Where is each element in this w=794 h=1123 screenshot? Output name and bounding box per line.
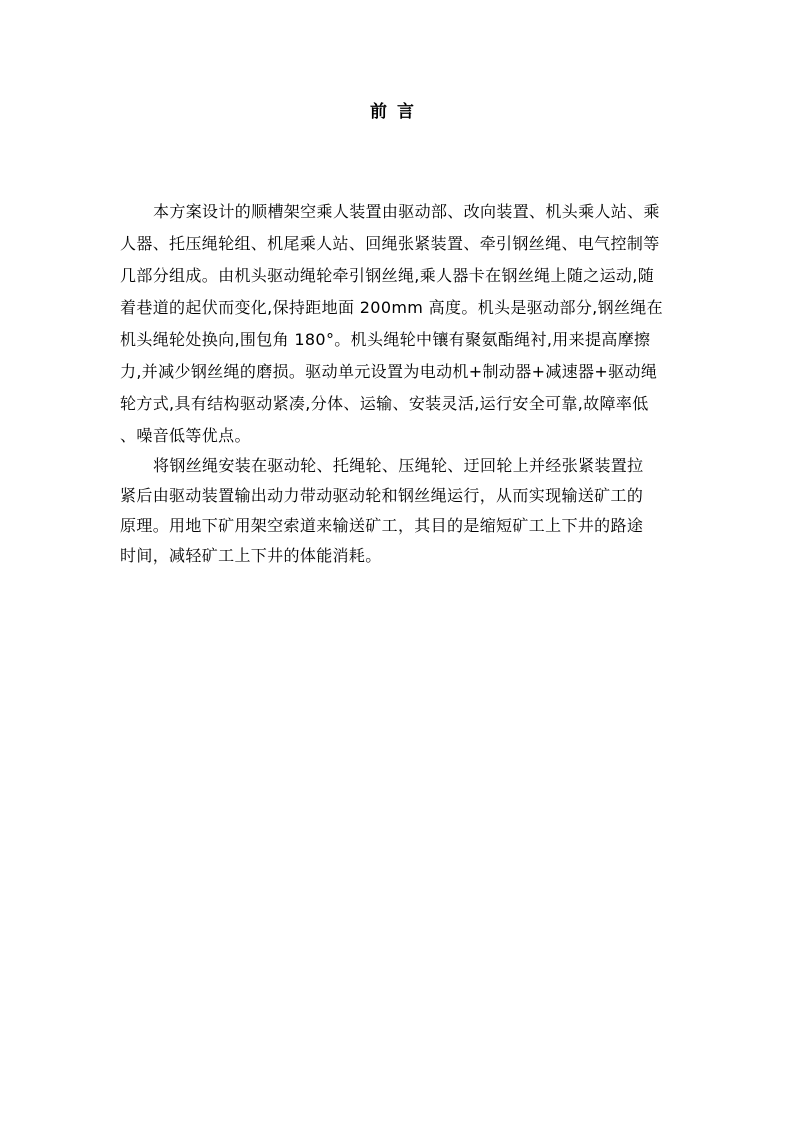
paragraph-1-line-4: 着巷道的起伏而变化,保持距地面 200mm 高度。机头是驱动部分,钢丝绳在 [120,298,664,317]
paragraph-1-line-8: 、噪音低等优点。 [120,426,251,445]
paragraph-2-line-2: 紧后由驱动装置输出动力带动驱动轮和钢丝绳运行，从而实现输送矿工的 [120,486,644,505]
paragraph-1-line-7: 轮方式,具有结构驱动紧凑,分体、运输、安装灵活,运行安全可靠,故障率低 [120,394,649,413]
paragraph-2-line-1: 将钢丝绳安装在驱动轮、托绳轮、压绳轮、迂回轮上并经张紧装置拉 [153,456,644,475]
paragraph-1-line-3: 几部分组成。由机头驱动绳轮牵引钢丝绳,乘人器卡在钢丝绳上随之运动,随 [120,266,655,285]
paragraph-1-line-6: 力,并减少钢丝绳的磨损。驱动单元设置为电动机+制动器+减速器+驱动绳 [120,362,658,381]
paragraph-1-line-2: 人器、托压绳轮组、机尾乘人站、回绳张紧装置、牵引钢丝绳、电气控制等 [120,234,660,253]
page-title: 前言 [370,102,424,122]
paragraph-2-line-3: 原理。用地下矿用架空索道来输送矿工，其目的是缩短矿工上下井的路途 [120,516,644,535]
paragraph-1-line-5: 机头绳轮处换向,围包角 180°。机头绳轮中镶有聚氨酯绳衬,用来提高摩擦 [120,330,651,349]
paragraph-1-line-1: 本方案设计的顺槽架空乘人装置由驱动部、改向装置、机头乘人站、乘 [153,202,660,221]
paragraph-2-line-4: 时间，减轻矿工上下井的体能消耗。 [120,546,382,565]
